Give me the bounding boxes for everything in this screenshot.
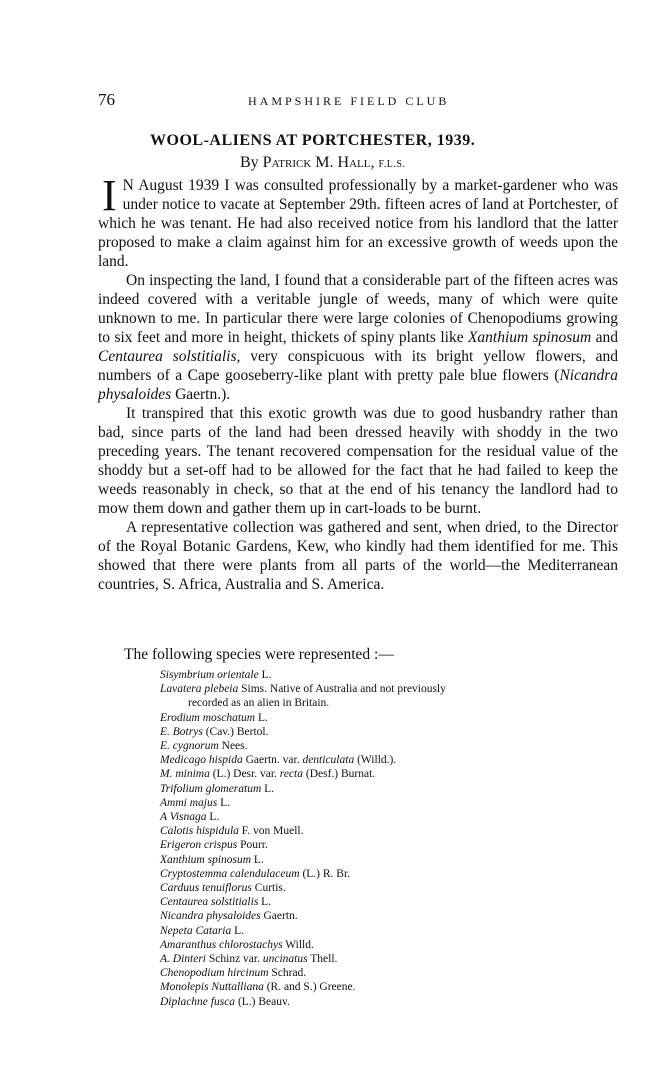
species-authority: Nees. (218, 740, 248, 753)
species-name: Chenopodium hircinum (160, 967, 269, 980)
paragraph-4: A representative collection was gathered and sent, when dried, to the Director of the Royal Botanic Gardens, Kew, who kindly had them identified for me. This showed that there were plants from all parts of the world—the Mediterranean countries, S. Africa, Australia and S. America. (98, 519, 618, 593)
list-item (160, 838, 622, 852)
paragraph-1 (98, 171, 618, 271)
species-authority: (R. and S.) Greene. (263, 981, 356, 994)
list-item (160, 824, 622, 838)
list-item (160, 810, 622, 824)
list-item (160, 853, 622, 867)
running-header (98, 90, 616, 110)
species-name: E. cygnorum (160, 740, 219, 753)
p2e: very conspicuous with its bright yellow flowers, and numbers of a Cape gooseberry-like plant with pretty pale blue flowers ( (98, 348, 618, 384)
species-name: A Visnaga (160, 811, 207, 824)
list-item (160, 867, 622, 881)
species-authority: Pourr. (237, 839, 268, 852)
list-item (160, 952, 622, 966)
species-name: A. Dinteri (160, 953, 206, 966)
species-authority: Gaertn. var. (242, 754, 303, 767)
byline (240, 154, 405, 172)
species-authority: L. (231, 924, 245, 937)
species-authority: L. (206, 811, 220, 824)
species-name: Medicago hispida (160, 754, 243, 767)
species-authority: (L.) Beauv. (235, 995, 290, 1008)
species-variety: recta (279, 768, 303, 781)
species-variety: uncinatus (262, 953, 308, 966)
list-intro: The following species were represented :— (124, 646, 394, 663)
list-item (160, 924, 622, 938)
drop-cap: I (102, 171, 117, 220)
species-authority: F. von Muell. (238, 825, 304, 838)
paragraph-2 (98, 271, 618, 404)
species-variety-authority: (Willd.). (354, 754, 397, 767)
species-name: Ammi majus (160, 796, 218, 809)
author-credentials: F.L.S. (378, 159, 406, 170)
page-number: 76 (98, 90, 115, 109)
species-name: Xanthium spinosum (160, 853, 252, 866)
p2b: Xanthium spinosum (467, 329, 592, 346)
species-authority: Schinz var. (206, 953, 263, 966)
species-variety-authority: Thell. (307, 953, 338, 966)
species-variety: denticulata (302, 754, 355, 767)
paragraph-1-text: N August 1939 I was consulted professionally by a market-gardener who was under notice to vacate at September 29th. fifteen acres of land at Portchester, of which he was tenant. He had also received notice from his landlord that the latter proposed to make a claim against him for an excessive growth of weeds upon the land. (98, 177, 618, 270)
list-item (160, 938, 622, 952)
species-name: Calotis hispidula (160, 825, 239, 838)
list-item-continuation: recorded as an alien in Britain. (188, 697, 330, 710)
species-authority: Schrad. (268, 967, 307, 980)
species-variety-authority: (Desf.) Burnat. (303, 768, 376, 781)
list-item (160, 909, 622, 923)
list-item (160, 995, 622, 1009)
article-title: WOOL-ALIENS AT PORTCHESTER, 1939. (150, 132, 476, 149)
species-authority: Curtis. (251, 882, 286, 895)
species-name: Nicandra physaloides (160, 910, 261, 923)
species-name: Cryptostemma calendulaceum (160, 867, 300, 880)
p2a: On inspecting the land, I found that a considerable part of the fifteen acres was indeed covered with a veritable jungle of weeds, many of which were quite unknown to me. In particular there were large colonies of Chenopodiums growing to six feet and more in height, thickets of spiny plants like (98, 272, 618, 346)
species-name: M. minima (160, 768, 210, 781)
species-authority: (Cav.) Bertol. (202, 725, 269, 738)
list-item (160, 895, 622, 909)
species-name: Trifolium glomeratum (160, 782, 262, 795)
p2c: and (591, 329, 618, 346)
species-authority: L. (255, 711, 268, 724)
species-name: Lavatera plebeia (160, 683, 239, 696)
species-authority: Willd. (282, 938, 314, 951)
species-name: Diplachne fusca (160, 995, 236, 1008)
list-item (160, 767, 622, 781)
species-authority: L. (258, 669, 272, 681)
list-item (160, 668, 622, 682)
species-name: Erodium moschatum (160, 711, 256, 724)
species-name: Centaurea solstitialis (160, 896, 259, 909)
species-name: Amaranthus chlorostachys (160, 938, 283, 951)
article-body (98, 171, 618, 594)
author-name: Patrick M. Hall, (262, 154, 375, 171)
p2d: Centaurea solstitialis, (98, 348, 241, 365)
species-name: Erigeron crispus (160, 839, 238, 852)
list-item (160, 782, 622, 796)
species-authority: Gaertn. (260, 910, 298, 923)
p2g: Gaertn.). (171, 386, 231, 403)
running-title: HAMPSHIRE FIELD CLUB (248, 94, 450, 108)
p2f: Nicandra physaloides (98, 367, 618, 403)
list-item (160, 881, 622, 895)
list-item (160, 966, 622, 980)
list-item (160, 682, 622, 696)
species-authority: L. (217, 796, 230, 809)
list-item (160, 980, 622, 994)
species-authority: Sims. Native of Australia and not previously (238, 683, 446, 696)
species-name: Monolepis Nuttalliana (160, 981, 264, 994)
byline-prefix: By (240, 154, 259, 171)
species-name: Nepeta Cataria (160, 924, 232, 937)
list-item (160, 711, 622, 725)
species-authority: L. (251, 853, 264, 866)
species-authority: L. (261, 782, 275, 795)
species-authority: (L.) R. Br. (299, 867, 351, 880)
species-list (160, 668, 622, 1009)
species-authority: (L.) Desr. var. (209, 768, 280, 781)
species-authority: L. (258, 896, 272, 909)
species-name: Sisymbrium orientale (160, 669, 259, 681)
list-item (160, 753, 622, 767)
species-name: E. Botrys (160, 725, 203, 738)
list-item (160, 796, 622, 810)
species-name: Carduus tenuiflorus (160, 882, 252, 895)
list-item (160, 739, 622, 753)
paragraph-3: It transpired that this exotic growth was due to good husbandry rather than bad, since parts of the land had been dressed heavily with shoddy in the two preceding years. The tenant recovered compensation for the residual value of the shoddy but a set-off had to be allowed for the fact that he had failed to keep the weeds reasonably in check, so that at the end of his tenancy the landlord had to mow them down and gather them up in cart-loads to be burnt. (98, 405, 618, 517)
list-item (160, 725, 622, 739)
